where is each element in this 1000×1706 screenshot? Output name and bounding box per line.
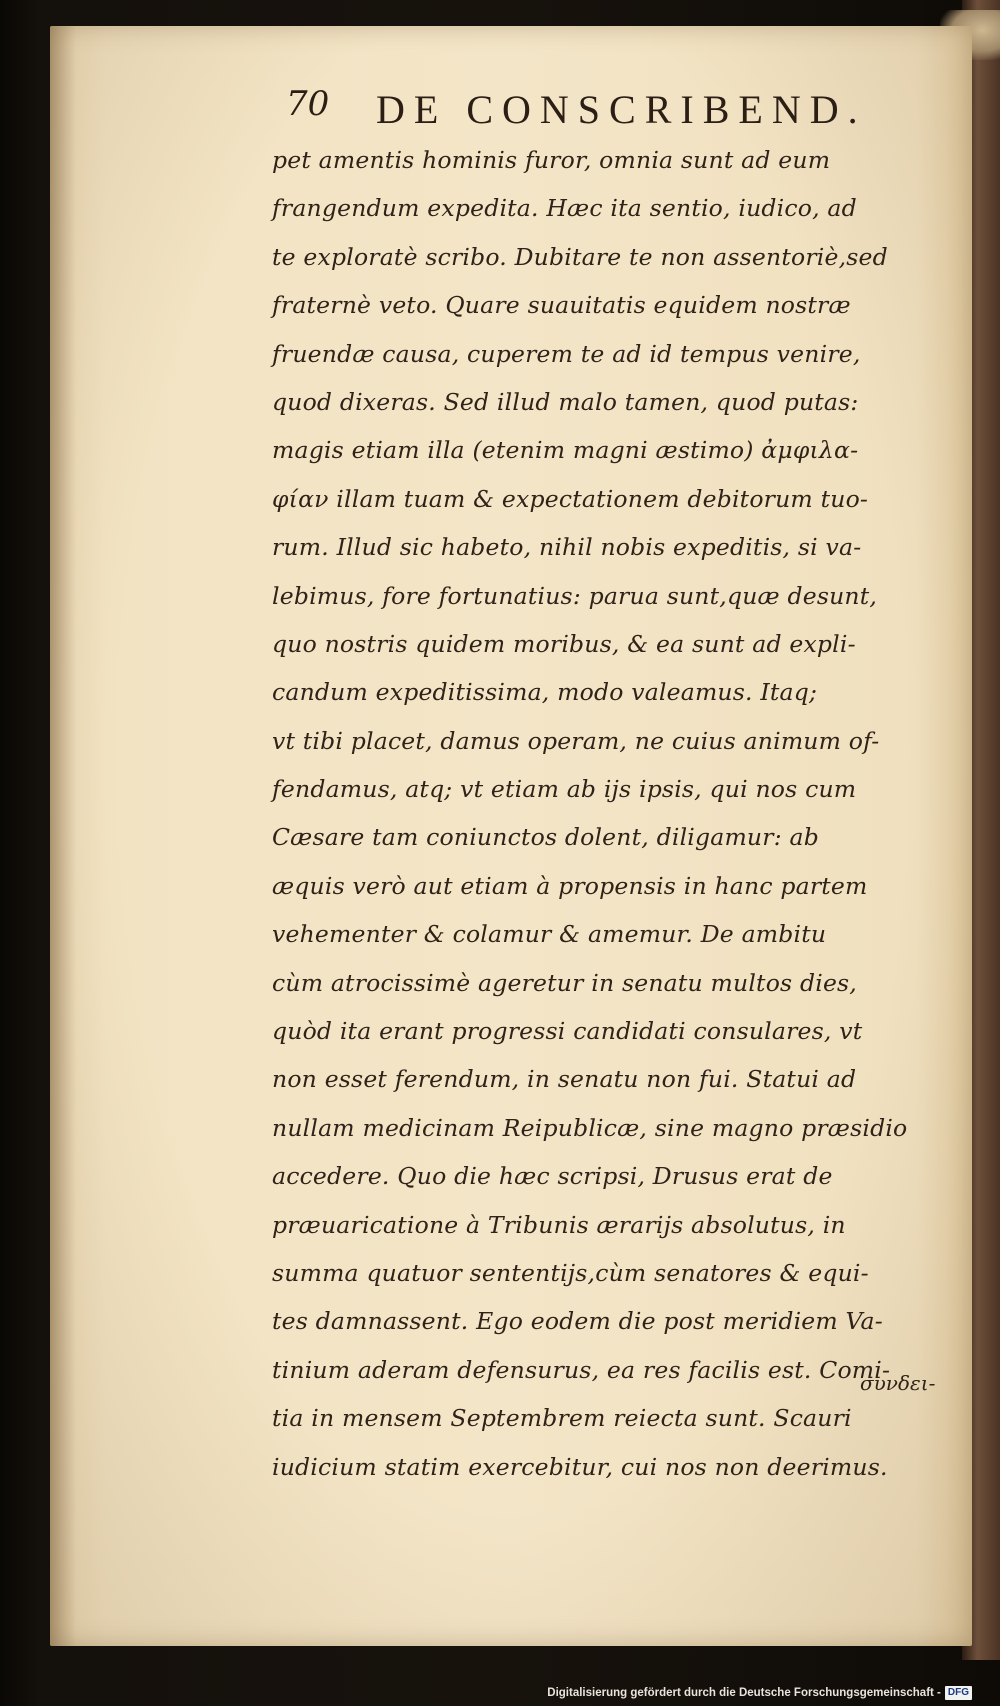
digitization-credit [547,1684,972,1702]
text-line: fruendæ causa, cuperem te ad id tempus venire, [272,339,861,368]
text-line: pet amentis hominis furor, omnia sunt ad eum [272,146,831,174]
text-line: fendamus, atq; vt etiam ab ijs ipsis, qui nos cum [272,775,857,804]
text-line: magis etiam illa (etenim magni æstimo) ἀμφιλα- [272,436,859,465]
text-line: frangendum expedita. Hæc ita sentio, iudico, ad [272,194,857,223]
dfg-logo: DFG [945,1686,972,1700]
text-line: non esset ferendum, in senatu non fui. Statui ad [272,1065,857,1094]
text-line: te exploratè scribo. Dubitare te non assentoriè,sed [272,242,888,271]
text-line: nullam medicinam Reipublicæ, sine magno præsidio [272,1113,908,1142]
text-line: Cæsare tam coniunctos dolent, diligamur: ab [272,823,819,852]
text-line: quod dixeras. Sed illud malo tamen, quod putas: [272,387,859,416]
text-line: iudicium statim exercebitur, cui nos non deerimus. [272,1452,888,1481]
text-line: tia in mensem Septembrem reiecta sunt. Scauri [272,1404,852,1433]
text-line: candum expeditissima, modo valeamus. Itaq; [272,678,818,707]
text-line: quo nostris quidem moribus, & ea sunt ad expli- [272,629,856,658]
text-line: φίαν illam tuam & expectationem debitorum tuo- [272,484,869,513]
text-line: tinium aderam defensurus, ea res facilis est. Comi- [272,1355,891,1384]
text-line: accedere. Quo die hæc scripsi, Drusus erat de [272,1162,833,1191]
catchword: συνδει- [860,1371,936,1395]
text-line: vt tibi placet, damus operam, ne cuius animum of- [272,726,880,755]
text-line: summa quatuor sententijs,cùm senatores & equi- [272,1258,869,1287]
text-line: tes damnassent. Ego eodem die post meridiem Va- [272,1307,883,1336]
text-line: fraternè veto. Quare suauitatis equidem nostræ [272,291,851,320]
body-text [272,136,952,1491]
text-line: vehementer & colamur & amemur. De ambitu [272,920,827,949]
credit-text: Digitalisierung gefördert durch die Deutsche Forschungsgemeinschaft - [547,1687,941,1699]
text-line: præuaricatione à Tribunis ærarijs absolutus, in [272,1210,846,1239]
text-line: lebimus, fore fortunatius: parua sunt,quæ desunt, [272,581,878,610]
text-line: æquis verò aut etiam à propensis in hanc partem [272,871,868,900]
text-line: cùm atrocissimè ageretur in senatu multos dies, [272,968,857,997]
book-page [50,26,972,1646]
text-line: rum. Illud sic habeto, nihil nobis expeditis, si va- [272,533,862,562]
page-number: 70 [286,84,330,124]
text-line: quòd ita erant progressi candidati consulares, vt [272,1017,863,1046]
running-title: DE CONSCRIBEND. [376,87,867,132]
